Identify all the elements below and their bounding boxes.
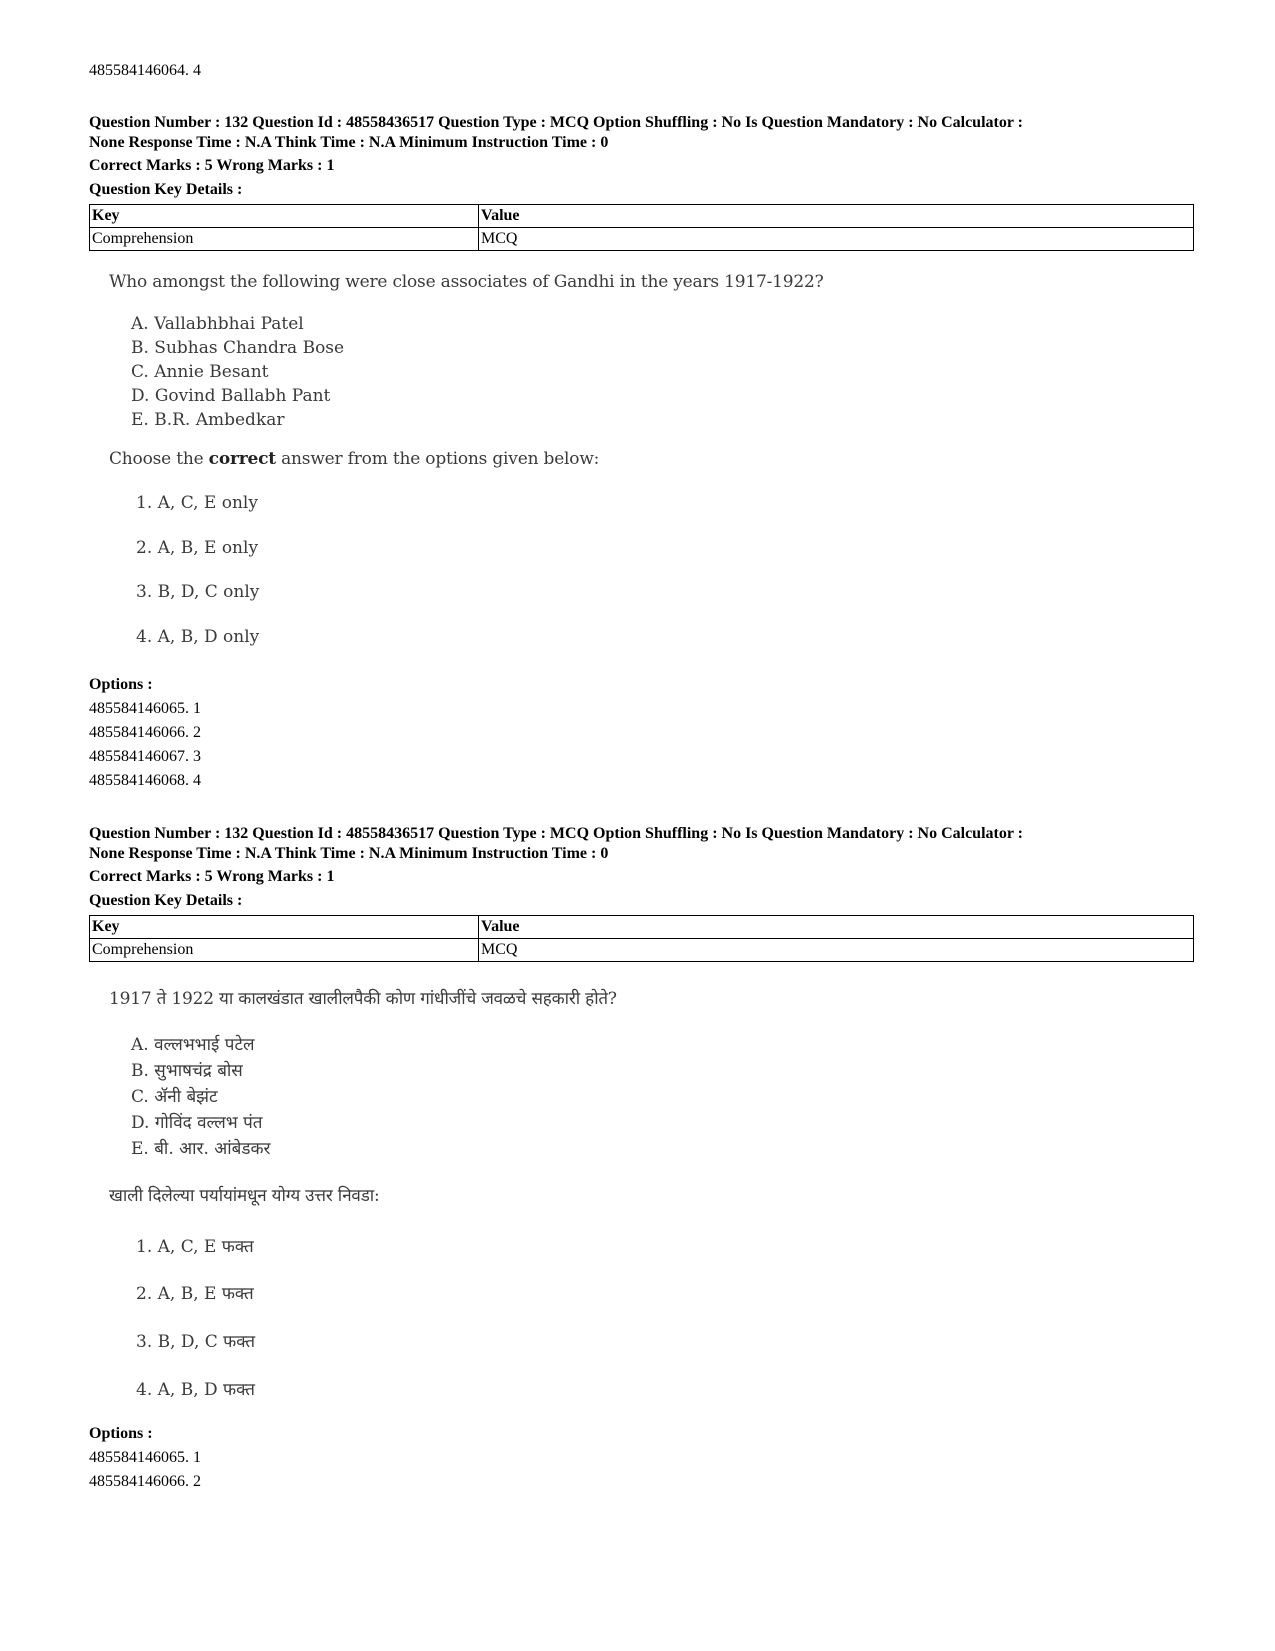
answer-choice: 2. A, B, E फक्त: [136, 1284, 254, 1304]
choose-instruction: [109, 449, 599, 469]
statement-item: A. वल्लभभाई पटेल: [131, 1035, 255, 1055]
question-meta-line-2: None Response Time : N.A Think Time : N.A Minimum Instruction Time : 0: [89, 134, 609, 151]
table-cell-value: MCQ: [479, 228, 1194, 251]
choose-bold: correct: [208, 449, 276, 469]
choose-prefix: Choose the: [109, 449, 209, 469]
answer-choice: 4. A, B, D only: [136, 627, 260, 647]
table-row: [90, 939, 1194, 962]
marks-line: Correct Marks : 5 Wrong Marks : 1: [89, 157, 335, 174]
question-stem: 1917 ते 1922 या कालखंडात खालीलपैकी कोण गांधीजींचे जवळचे सहकारी होते?: [109, 989, 617, 1009]
statement-item: A. Vallabhbhai Patel: [131, 314, 304, 334]
answer-choice: 3. B, D, C फक्त: [136, 1332, 256, 1352]
statement-item: E. B.R. Ambedkar: [131, 410, 285, 430]
table-header-value: Value: [479, 205, 1194, 228]
option-id: 485584146066. 2: [89, 1473, 201, 1490]
question-meta-line-1: Question Number : 132 Question Id : 48558436517 Question Type : MCQ Option Shuffling : No Is Question Mandatory : No Calculator :: [89, 114, 1023, 131]
answer-choice: 1. A, C, E फक्त: [136, 1237, 254, 1257]
statement-item: C. ॲनी बेझंट: [131, 1087, 218, 1107]
table-header-key: Key: [90, 916, 479, 939]
question-meta: [89, 113, 1199, 153]
question-stem: Who amongst the following were close associates of Gandhi in the years 1917-1922?: [109, 272, 824, 292]
table-cell-value: MCQ: [479, 939, 1194, 962]
option-id: 485584146065. 1: [89, 700, 201, 717]
statement-item: E. बी. आर. आंबेडकर: [131, 1139, 271, 1159]
statement-list: [109, 1032, 270, 1162]
key-details-table: [89, 915, 1194, 962]
statement-item: D. गोविंद वल्लभ पंत: [131, 1113, 263, 1133]
question-meta-line-1: Question Number : 132 Question Id : 48558436517 Question Type : MCQ Option Shuffling : No Is Question Mandatory : No Calculator :: [89, 825, 1023, 842]
key-details-label: Question Key Details :: [89, 892, 243, 909]
table-header-key: Key: [90, 205, 479, 228]
statement-list: [109, 312, 344, 432]
options-list: [89, 1448, 201, 1496]
answer-choice: 4. A, B, D फक्त: [136, 1380, 255, 1400]
table-header-row: [90, 916, 1194, 939]
options-label: Options :: [89, 676, 153, 693]
question-meta: [89, 824, 1199, 864]
options-label: Options :: [89, 1425, 153, 1442]
option-id: 485584146066. 2: [89, 724, 201, 741]
question-meta-line-2: None Response Time : N.A Think Time : N.A Minimum Instruction Time : 0: [89, 845, 609, 862]
option-id: 485584146068. 4: [89, 772, 201, 789]
statement-item: B. Subhas Chandra Bose: [131, 338, 345, 358]
options-list: [89, 699, 201, 795]
table-cell-key: Comprehension: [90, 939, 479, 962]
answer-choice: 1. A, C, E only: [136, 493, 258, 513]
statement-item: C. Annie Besant: [131, 362, 269, 382]
question-image: [109, 272, 869, 662]
key-details-label: Question Key Details :: [89, 181, 243, 198]
table-row: [90, 228, 1194, 251]
option-id: 485584146065. 1: [89, 1449, 201, 1466]
question-image: [109, 986, 869, 1406]
answer-choice: 3. B, D, C only: [136, 582, 260, 602]
statement-item: B. सुभाषचंद्र बोस: [131, 1061, 243, 1081]
answer-choice: 2. A, B, E only: [136, 538, 259, 558]
table-cell-key: Comprehension: [90, 228, 479, 251]
top-option-id: 485584146064. 4: [89, 62, 201, 79]
key-details-table: [89, 204, 1194, 251]
table-header-value: Value: [479, 916, 1194, 939]
table-header-row: [90, 205, 1194, 228]
choose-instruction: खाली दिलेल्या पर्यायांमधून योग्य उत्तर निवडा:: [109, 1186, 380, 1206]
statement-item: D. Govind Ballabh Pant: [131, 386, 331, 406]
marks-line: Correct Marks : 5 Wrong Marks : 1: [89, 868, 335, 885]
choose-suffix: answer from the options given below:: [275, 449, 600, 469]
option-id: 485584146067. 3: [89, 748, 201, 765]
